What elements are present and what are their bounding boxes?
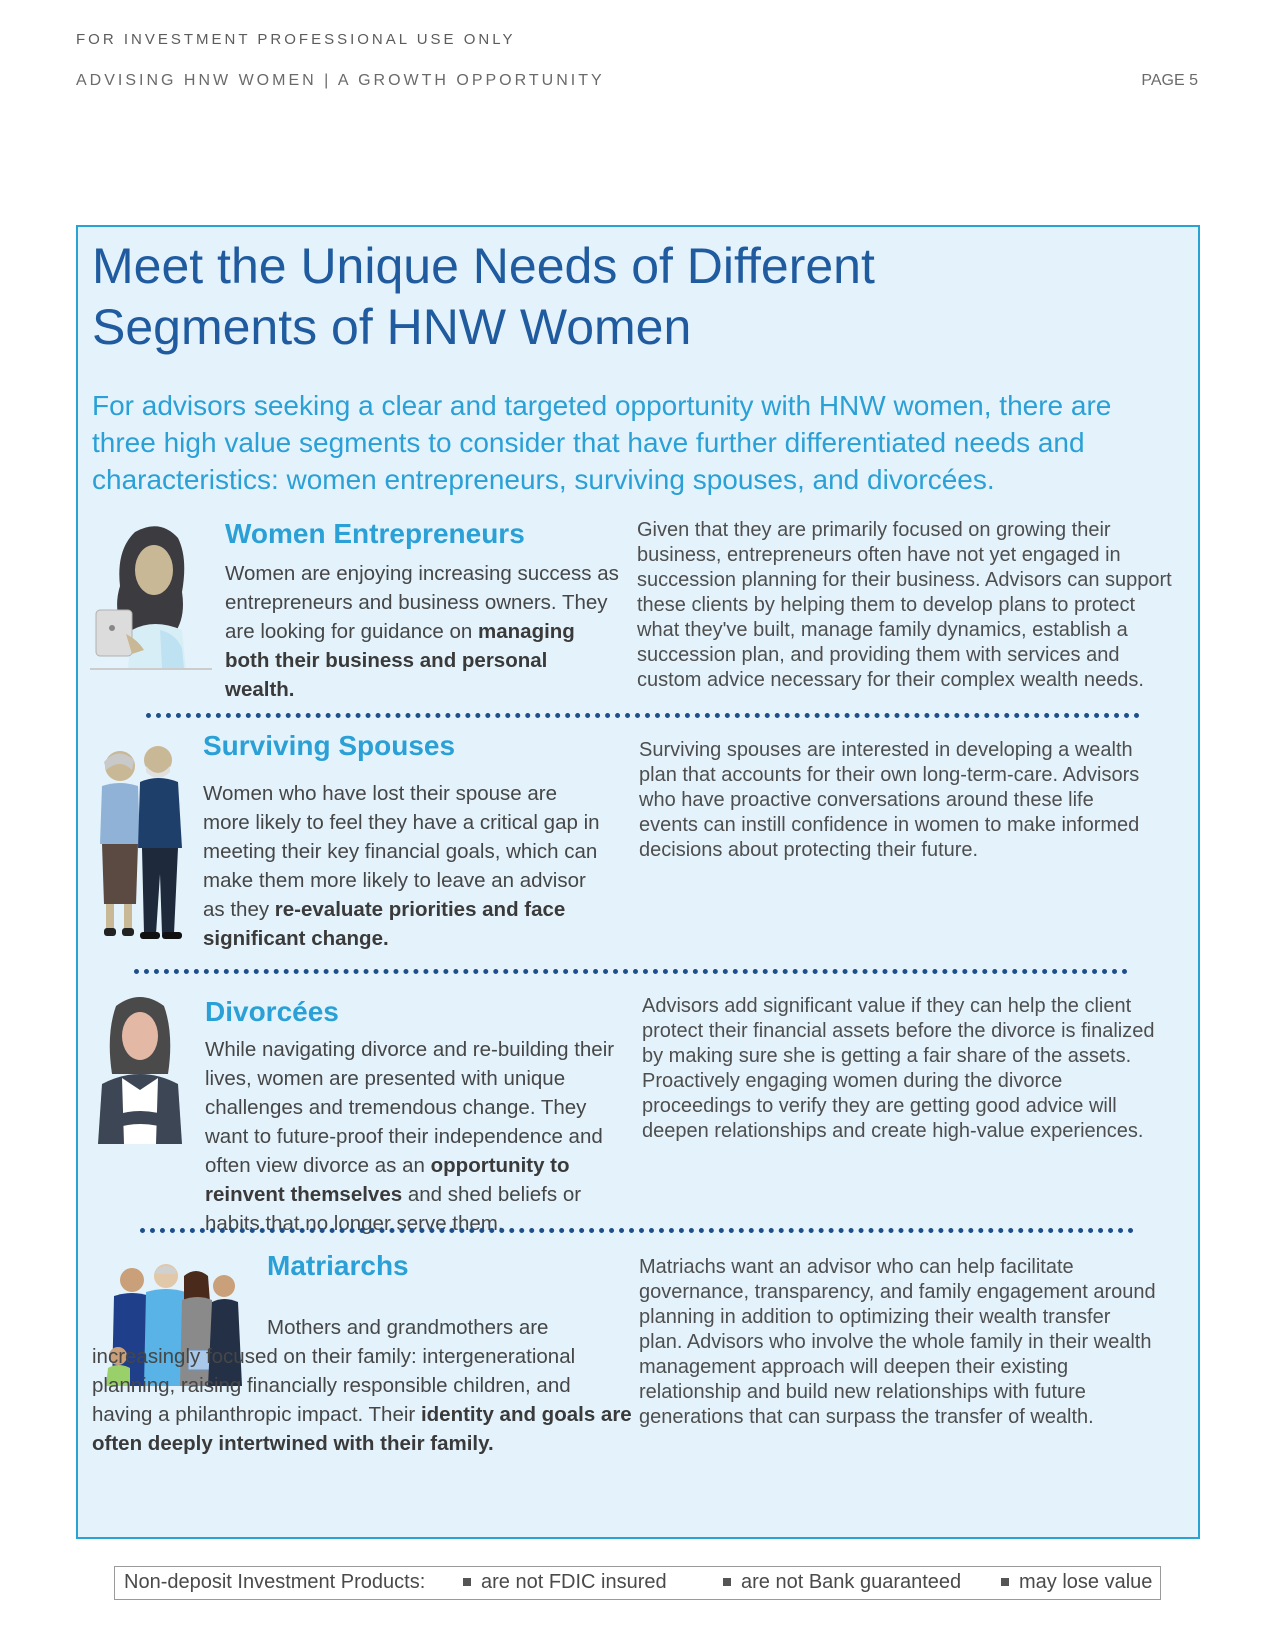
divorcee-woman-illustration (94, 994, 186, 1144)
dotted-divider (146, 713, 1140, 718)
segment-summary-spouses (203, 779, 603, 953)
disclosure-text: are not Bank guaranteed (741, 1571, 962, 1593)
dotted-divider (134, 969, 1128, 974)
confidentiality-notice: FOR INVESTMENT PROFESSIONAL USE ONLY (76, 31, 516, 48)
elderly-couple-illustration (92, 744, 190, 940)
segment-title-divorcees: Divorcées (205, 996, 339, 1027)
summary-text: Mothers and grandmothers are increasingly focused on their family: intergenerational planning, raising financially responsible children, and having a philanthropic impact. Their (92, 1316, 576, 1426)
document-subtitle: ADVISING HNW WOMEN | A GROWTH OPPORTUNITY (76, 72, 605, 89)
page-number: PAGE 5 (1141, 72, 1198, 89)
summary-emphasis: opportunity to reinvent themselves (205, 1154, 570, 1206)
segment-title-spouses: Surviving Spouses (203, 730, 456, 761)
dotted-divider (140, 1228, 1134, 1233)
summary-text: While navigating divorce and re-building their lives, women are presented with unique challenges and tremendous change. They want to future-proof their independence and often view divorce as an (205, 1038, 615, 1177)
disclosure-label: Non-deposit Investment Products: (124, 1571, 426, 1593)
disclosure-text: may lose value (1019, 1571, 1153, 1593)
bullet-square-icon (463, 1578, 471, 1586)
summary-emphasis: identity and goals are often deeply intertwined with their family. (92, 1403, 632, 1455)
summary-emphasis: re-evaluate priorities and face significant change. (203, 898, 566, 950)
segment-detail-divorcees: Advisors add significant value if they can help the client protect their financial assets before the divorce is finalized by making sure she is getting a fair share of the assets. Proactively engaging women during the divorce proceedings to verify they are getting good advice will deepen relationships and create high-value experiences. (642, 995, 1155, 1142)
segment-summary-matriarchs (92, 1313, 632, 1458)
bullet-square-icon (1001, 1578, 1009, 1586)
page-title-line1: Meet the Unique Needs of Different (92, 238, 875, 294)
segment-summary-entrepreneurs (225, 559, 620, 704)
segment-title-matriarchs: Matriarchs (267, 1250, 409, 1281)
disclosure-item-value (1001, 1571, 1152, 1594)
segment-detail-entrepreneurs: Given that they are primarily focused on growing their business, entrepreneurs often have not yet engaged in succession planning for their business. Advisors can support these clients by helping them to develop plans to protect what they've built, manage family dynamics, establish a succession plan, and providing them with services and custom advice necessary for their complex wealth needs. (637, 519, 1172, 691)
intro-paragraph: For advisors seeking a clear and targeted opportunity with HNW women, there are three high value segments to consider that have further differentiated needs and characteristics: women entrepreneurs, surviving spouses, and divorcées. (92, 390, 1112, 495)
page-title (92, 236, 992, 358)
summary-text: Women who have lost their spouse are more likely to feel they have a critical gap in meeting their key financial goals, which can make them more likely to leave an advisor as they (203, 782, 600, 921)
segment-title-entrepreneurs: Women Entrepreneurs (225, 518, 525, 549)
segment-summary-divorcees (205, 1035, 630, 1235)
segment-detail-matriarchs: Matriachs want an advisor who can help facilitate governance, transparency, and family engagement around planning in addition to optimizing their wealth transfer plan. Advisors who involve the whole family in their wealth management approach will deepen their existing relationship and build new relationships with future generations that can surpass the transfer of wealth. (639, 1256, 1156, 1428)
summary-tail: and shed beliefs or habits that no longer serve them. (205, 1183, 582, 1235)
disclosure-item-bank (723, 1571, 961, 1594)
disclosure-item-fdic (463, 1571, 667, 1594)
disclosure-box (114, 1566, 1161, 1600)
entrepreneur-woman-illustration (90, 522, 212, 670)
segment-detail-spouses: Surviving spouses are interested in developing a wealth plan that accounts for their own long-term-care. Advisors who have proactive conversations around these life events can instill confidence in women to make informed decisions about protecting their future. (639, 739, 1140, 861)
summary-emphasis: managing both their business and personal wealth. (225, 620, 575, 701)
page-title-line2: Segments of HNW Women (92, 299, 692, 355)
disclosure-text: are not FDIC insured (481, 1571, 667, 1593)
summary-text: Women are enjoying increasing success as entrepreneurs and business owners. They are looking for guidance on (225, 562, 619, 643)
bullet-square-icon (723, 1578, 731, 1586)
